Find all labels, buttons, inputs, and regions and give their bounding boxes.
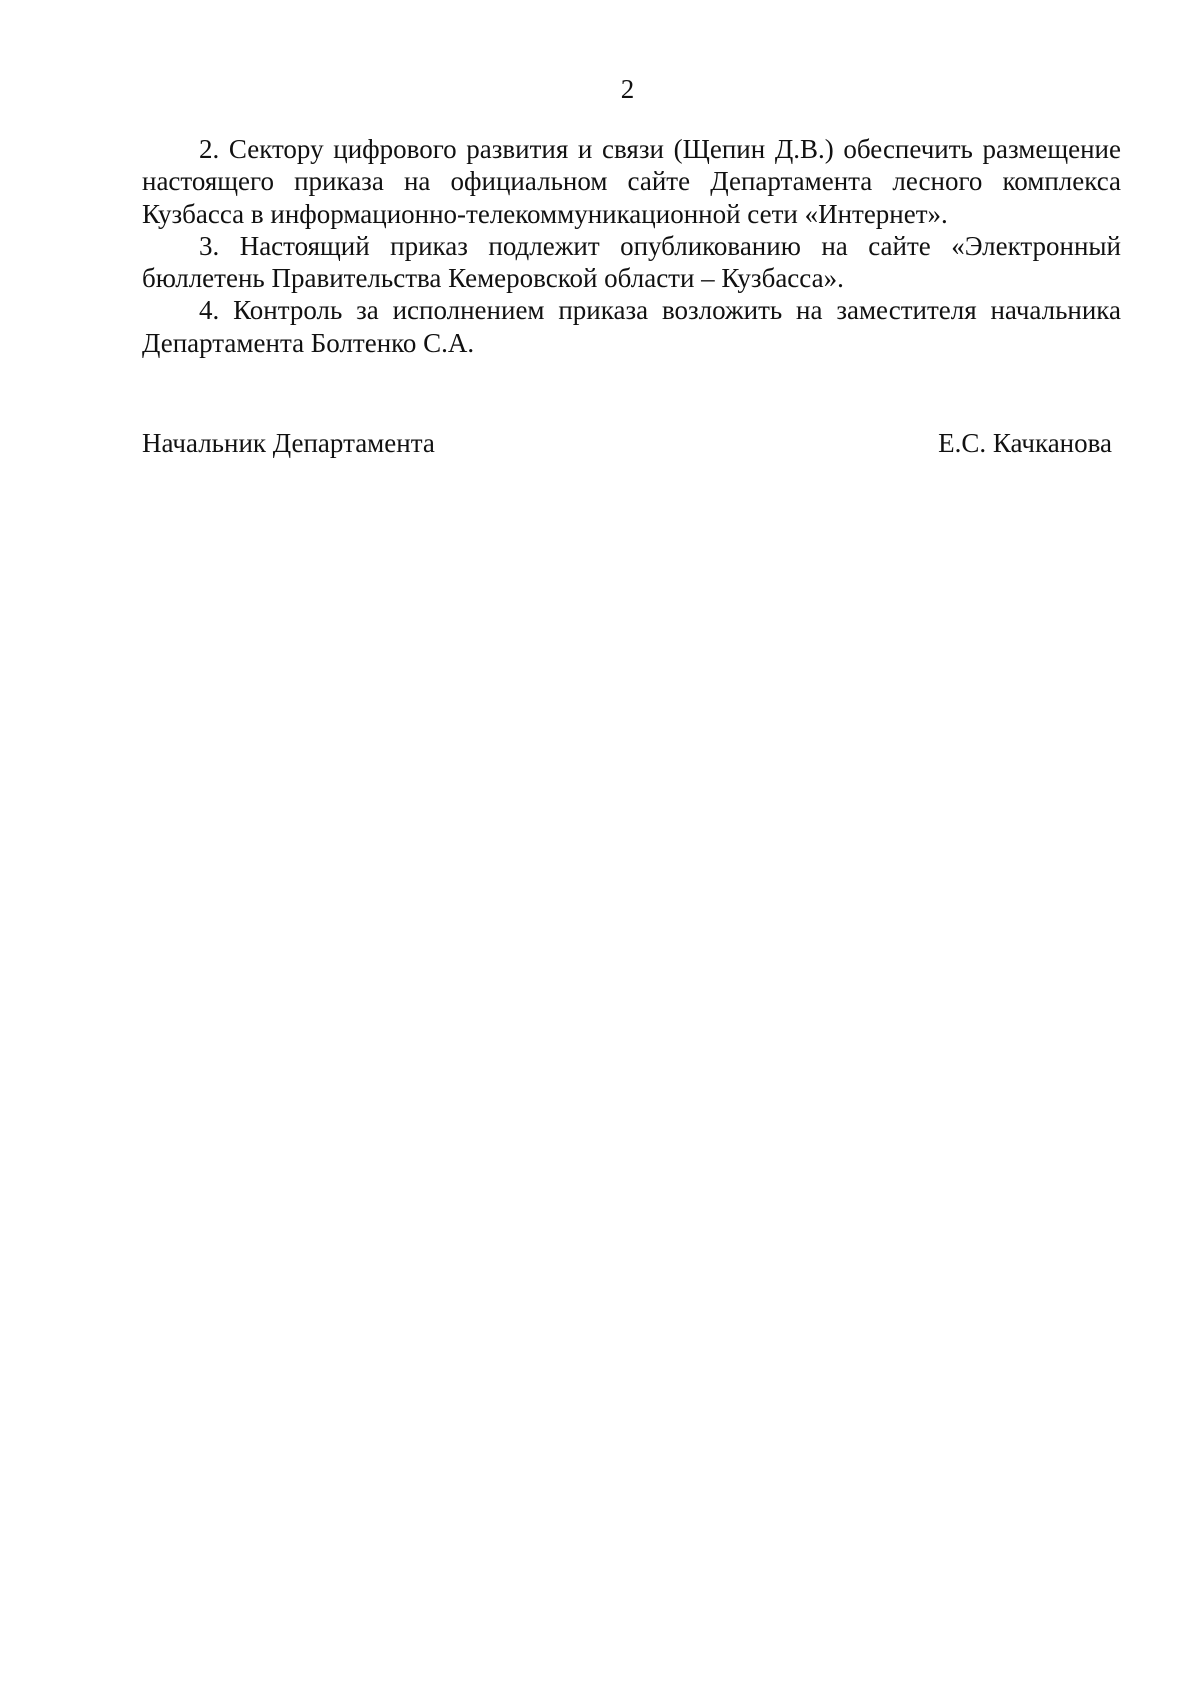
order-body bbox=[142, 133, 1121, 359]
signatory-name: Е.С. Качканова bbox=[938, 428, 1112, 458]
paragraph-item-3: 3. Настоящий приказ подлежит опубликованию на сайте «Электронный бюллетень Правительства Кемеровской области – Кузбасса». bbox=[142, 230, 1121, 294]
signatory-position: Начальник Департамента bbox=[142, 428, 435, 458]
paragraph-item-4: 4. Контроль за исполнением приказа возложить на заместителя начальника Департамента Болтенко С.А. bbox=[142, 295, 1121, 358]
paragraph-item-2: 2. Сектору цифрового развития и связи (Щепин Д.В.) обеспечить размещение настоящего приказа на официальном сайте Департамента лесного комплекса Кузбасса в информационно-телекоммуникационной сети «Интернет». bbox=[142, 134, 1121, 229]
page-number: 2 bbox=[620, 74, 635, 104]
